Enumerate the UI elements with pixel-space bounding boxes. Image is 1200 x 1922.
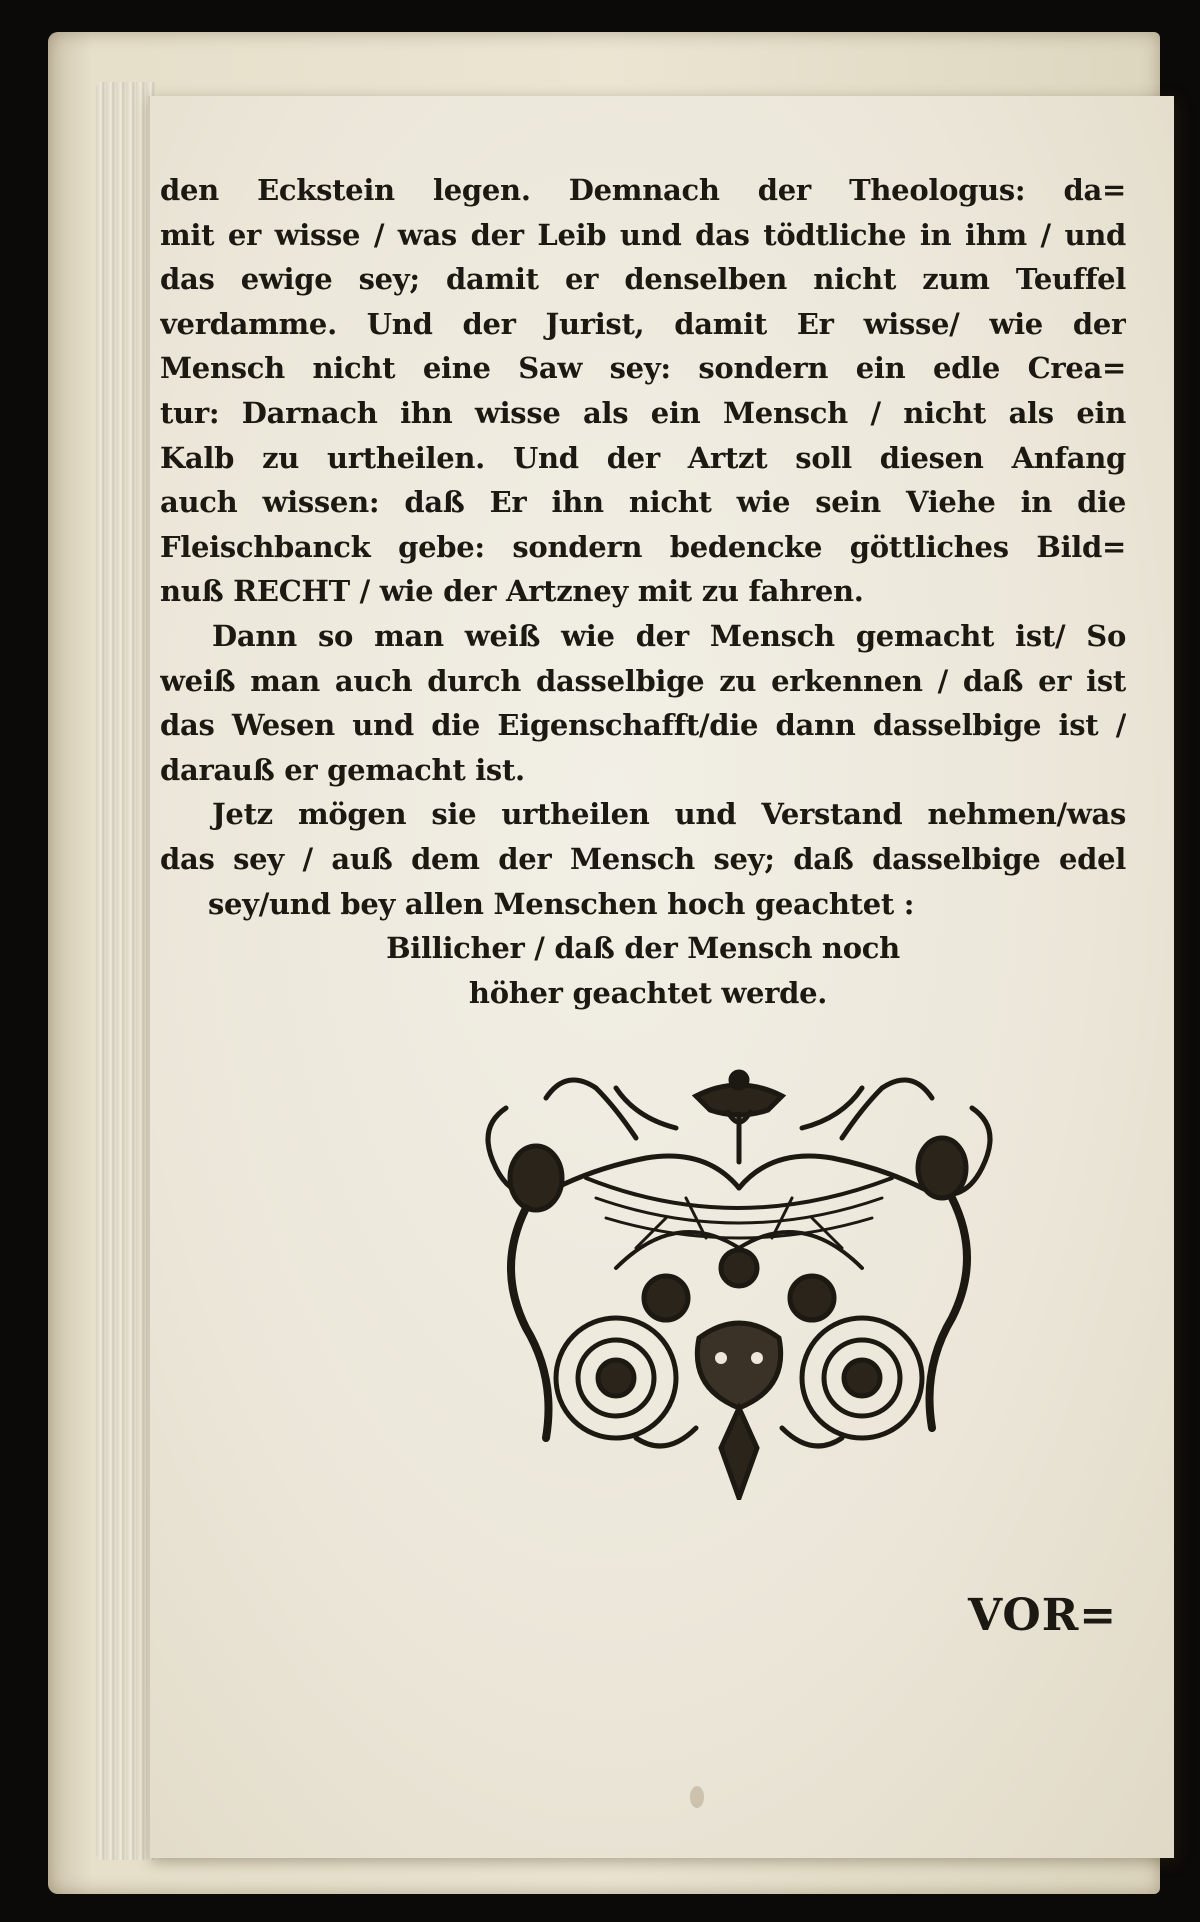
text-line-4: verdamme. Und der Jurist, damit Er wisse/ wie der xyxy=(160,306,1126,341)
text-line-5: Mensch nicht eine Saw sey: sondern ein edle Crea= xyxy=(160,351,1126,386)
decorative-woodcut-ornament xyxy=(466,1068,1012,1500)
text-line-6: tur: Darnach ihn wisse als ein Mensch / nicht als ein xyxy=(160,395,1126,430)
text-line-8: auch wissen: daß Er ihn nicht wie sein Viehe in die xyxy=(160,485,1126,520)
text-line-1: den Eckstein legen. Demnach der Theologus: da= xyxy=(160,173,1126,207)
page-text xyxy=(160,168,1126,1015)
text-line-10: nuß RECHT / wie der Artzney mit zu fahren. xyxy=(160,574,864,609)
text-line-9: Fleischbanck gebe: sondern bedencke göttliches Bild= xyxy=(160,529,1126,564)
text-line-2: mit er wisse / was der Leib und das tödtliche in ihm / und xyxy=(160,217,1126,252)
text-line-15: Jetz mögen sie urtheilen und Verstand nehmen/was xyxy=(212,797,1126,832)
text-line-7: Kalb zu urtheilen. Und der Artzt soll diesen Anfang xyxy=(160,440,1126,475)
page-edges xyxy=(96,82,156,1860)
text-line-3: das ewige sey; damit er denselben nicht zum Teuffel xyxy=(160,262,1126,297)
catchword: VOR= xyxy=(968,1590,1118,1641)
text-line-16: das sey / auß dem der Mensch sey; daß dasselbige edel xyxy=(160,841,1126,876)
text-line-13: das Wesen und die Eigenschafft/die dann dasselbige ist / xyxy=(160,708,1126,743)
ink-stain xyxy=(690,1786,704,1808)
text-line-17: sey/und bey allen Menschen hoch geachtet : xyxy=(208,886,915,921)
text-line-18: Billicher / daß der Mensch noch xyxy=(386,931,900,966)
text-line-14: darauß er gemacht ist. xyxy=(160,752,525,787)
text-line-19: höher geachtet werde. xyxy=(468,975,828,1010)
text-line-12: weiß man auch durch dasselbige zu erkennen / daß er ist xyxy=(160,663,1126,698)
text-line-11: Dann so man weiß wie der Mensch gemacht ist/ So xyxy=(212,618,1126,653)
